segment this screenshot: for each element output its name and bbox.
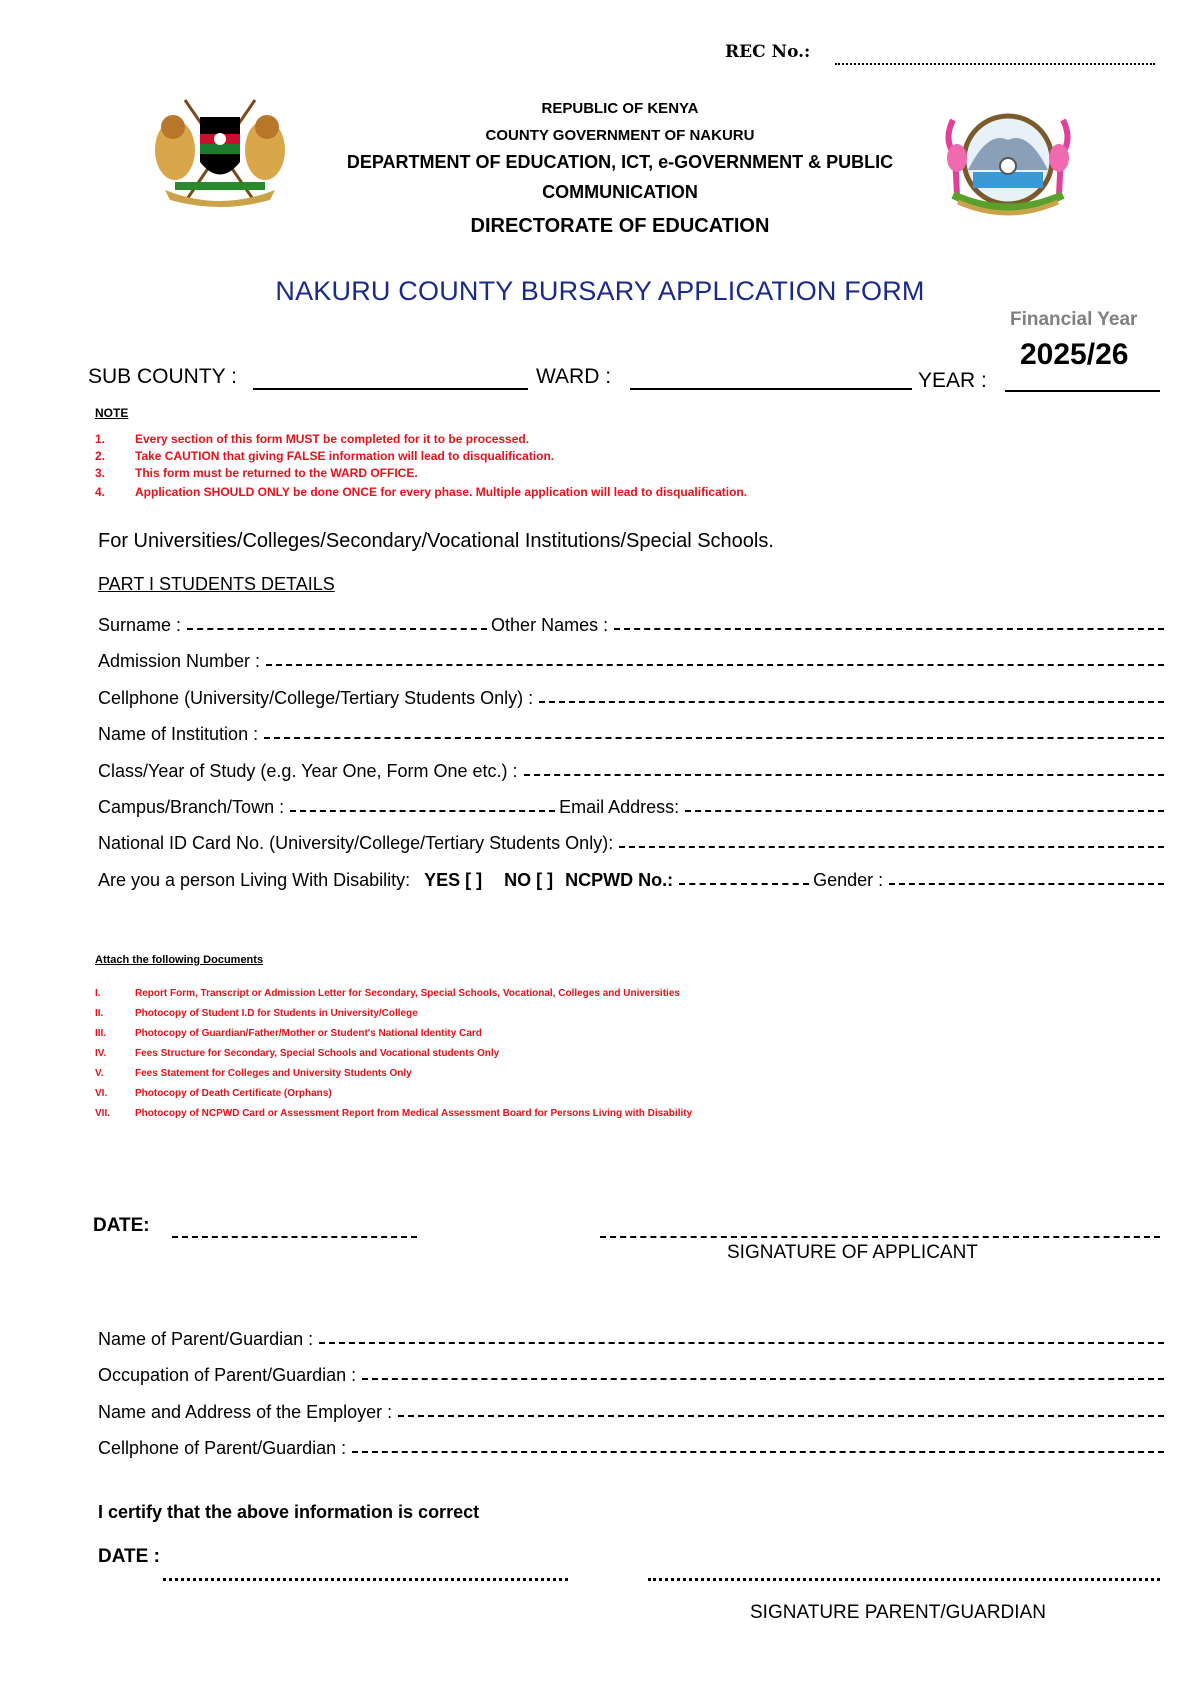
ncpwd-field[interactable] bbox=[679, 879, 809, 885]
attach-item: V. Fees Statement for Colleges and University Students Only bbox=[95, 1068, 412, 1079]
admission-number-label: Admission Number : bbox=[98, 651, 261, 671]
admission-row bbox=[98, 646, 1168, 672]
national-id-field[interactable] bbox=[619, 842, 1164, 848]
surname-field[interactable] bbox=[187, 624, 487, 630]
applicant-date-field[interactable] bbox=[172, 1236, 417, 1238]
parent-cellphone-row bbox=[98, 1433, 1168, 1459]
attach-item: IV. Fees Structure for Secondary, Special Schools and Vocational students Only bbox=[95, 1048, 500, 1059]
class-year-field[interactable] bbox=[524, 770, 1164, 776]
cellphone-field[interactable] bbox=[539, 697, 1164, 703]
email-label: Email Address: bbox=[559, 797, 680, 817]
part1-title: PART I STUDENTS DETAILS bbox=[98, 574, 335, 594]
other-names-label: Other Names : bbox=[491, 615, 609, 635]
note-item: 1. Every section of this form MUST be completed for it to be processed. bbox=[95, 432, 530, 446]
note-item: 4. Application SHOULD ONLY be done ONCE for every phase. Multiple application will lead to disqualification. bbox=[95, 485, 748, 499]
parent-signature-label: SIGNATURE PARENT/GUARDIAN bbox=[750, 1602, 1046, 1623]
parent-name-label: Name of Parent/Guardian : bbox=[98, 1329, 314, 1349]
year-field[interactable] bbox=[1005, 390, 1160, 392]
class-year-label: Class/Year of Study (e.g. Year One, Form One etc.) : bbox=[98, 761, 518, 781]
class-year-row bbox=[98, 756, 1168, 782]
gender-label: Gender : bbox=[813, 870, 884, 890]
parent-occupation-field[interactable] bbox=[362, 1374, 1164, 1380]
gender-field[interactable] bbox=[889, 879, 1164, 885]
surname-label: Surname : bbox=[98, 615, 182, 635]
parent-name-row bbox=[98, 1324, 1168, 1350]
attach-item: I. Report Form, Transcript or Admission Letter for Secondary, Special Schools, Vocational, Colleges and Universities bbox=[95, 988, 680, 999]
cellphone-label: Cellphone (University/College/Tertiary Students Only) : bbox=[98, 688, 534, 708]
attach-item: VI. Photocopy of Death Certificate (Orphans) bbox=[95, 1088, 332, 1099]
ward-field[interactable] bbox=[630, 388, 912, 390]
parent-date-field[interactable] bbox=[163, 1578, 568, 1581]
applicant-signature-field[interactable] bbox=[600, 1236, 1160, 1238]
ncpwd-label: NCPWD No.: bbox=[565, 870, 674, 890]
rec-number-label: REC No.: bbox=[725, 42, 811, 62]
employer-label: Name and Address of the Employer : bbox=[98, 1402, 393, 1422]
national-id-label: National ID Card No. (University/College/Tertiary Students Only): bbox=[98, 833, 614, 853]
institution-field[interactable] bbox=[264, 733, 1164, 739]
parent-signature-field[interactable] bbox=[648, 1578, 1160, 1581]
institution-label: Name of Institution : bbox=[98, 724, 259, 744]
institution-row bbox=[98, 719, 1168, 745]
note-item: 3. This form must be returned to the WARD OFFICE. bbox=[95, 466, 418, 480]
attach-item: III. Photocopy of Guardian/Father/Mother or Student's National Identity Card bbox=[95, 1028, 482, 1039]
employer-row bbox=[98, 1397, 1168, 1423]
surname-row bbox=[98, 610, 1168, 636]
parent-occupation-label: Occupation of Parent/Guardian : bbox=[98, 1365, 357, 1385]
header-directorate: DIRECTORATE OF EDUCATION bbox=[470, 215, 770, 237]
attach-item: II. Photocopy of Student I.D for Students in University/College bbox=[95, 1008, 418, 1019]
national-id-row bbox=[98, 828, 1168, 854]
note-title: NOTE bbox=[95, 406, 129, 420]
parent-name-field[interactable] bbox=[319, 1338, 1164, 1344]
admission-number-field[interactable] bbox=[266, 660, 1164, 666]
email-field[interactable] bbox=[685, 806, 1164, 812]
applicant-signature-label: SIGNATURE OF APPLICANT bbox=[727, 1242, 978, 1263]
disability-row bbox=[98, 865, 1168, 891]
parent-cellphone-label: Cellphone of Parent/Guardian : bbox=[98, 1438, 347, 1458]
disability-yes-checkbox[interactable]: YES [ ] bbox=[424, 870, 483, 890]
header-department: DEPARTMENT OF EDUCATION, ICT, e-GOVERNMENT & PUBLIC bbox=[346, 152, 894, 172]
attach-item: VII. Photocopy of NCPWD Card or Assessment Report from Medical Assessment Board for Persons Living with Disability bbox=[95, 1108, 693, 1119]
institution-types-text: For Universities/Colleges/Secondary/Vocational Institutions/Special Schools. bbox=[98, 530, 774, 552]
financial-year-value: 2025/26 bbox=[1020, 338, 1129, 371]
note-item: 2. Take CAUTION that giving FALSE information will lead to disqualification. bbox=[95, 449, 555, 463]
rec-number-field[interactable] bbox=[835, 63, 1155, 65]
cellphone-row bbox=[98, 683, 1168, 709]
header-county: COUNTY GOVERNMENT OF NAKURU bbox=[485, 127, 755, 144]
disability-no-checkbox[interactable]: NO [ ] bbox=[504, 870, 554, 890]
parent-cellphone-field[interactable] bbox=[352, 1447, 1164, 1453]
applicant-date-label: DATE: bbox=[93, 1215, 150, 1236]
form-title: NAKURU COUNTY BURSARY APPLICATION FORM bbox=[275, 276, 925, 306]
sub-county-field[interactable] bbox=[253, 388, 528, 390]
campus-row bbox=[98, 792, 1168, 818]
year-label: YEAR : bbox=[918, 369, 987, 392]
campus-field[interactable] bbox=[290, 806, 555, 812]
sub-county-label: SUB COUNTY : bbox=[88, 365, 237, 388]
ward-label: WARD : bbox=[536, 365, 612, 388]
header-communication: COMMUNICATION bbox=[542, 182, 698, 202]
header-republic: REPUBLIC OF KENYA bbox=[541, 100, 699, 117]
financial-year-label: Financial Year bbox=[1010, 309, 1138, 330]
parent-date-label: DATE : bbox=[98, 1546, 160, 1567]
parent-occupation-row bbox=[98, 1360, 1168, 1386]
other-names-field[interactable] bbox=[614, 624, 1164, 630]
employer-field[interactable] bbox=[398, 1411, 1164, 1417]
disability-label: Are you a person Living With Disability: bbox=[98, 870, 411, 890]
campus-label: Campus/Branch/Town : bbox=[98, 797, 285, 817]
attach-title: Attach the following Documents bbox=[95, 954, 264, 966]
certify-statement: I certify that the above information is correct bbox=[98, 1502, 480, 1522]
